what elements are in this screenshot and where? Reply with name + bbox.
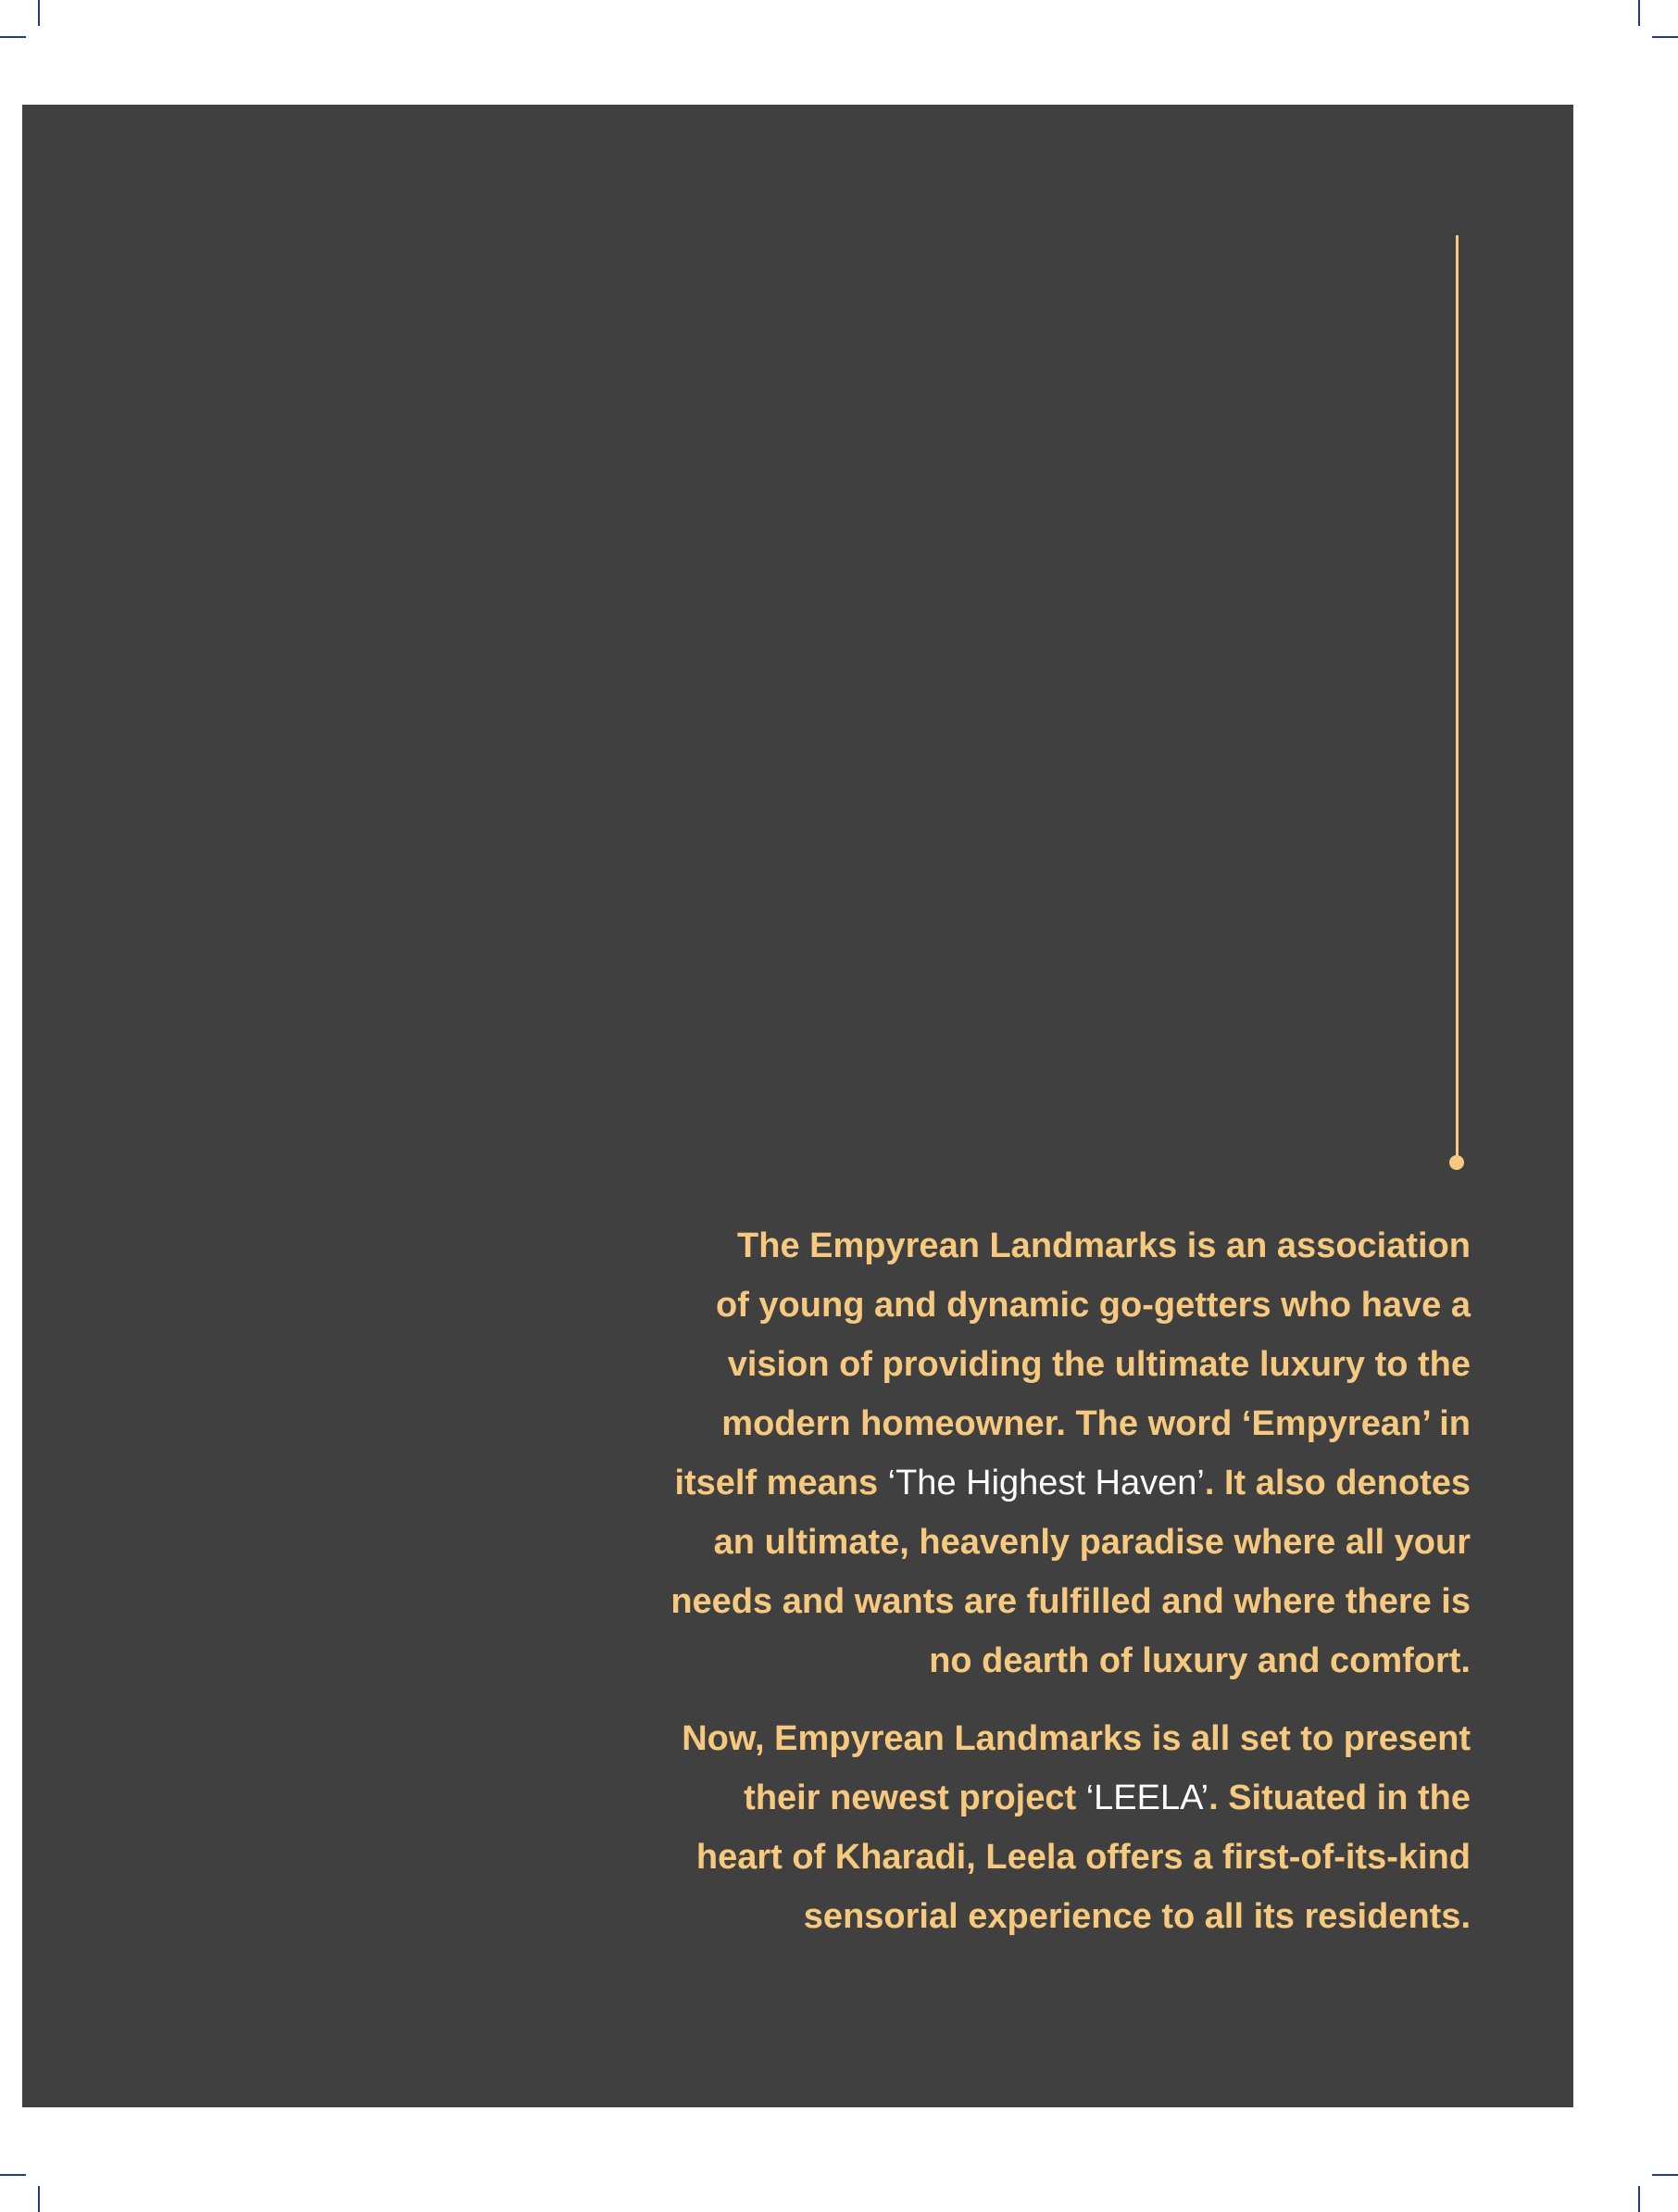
crop-mark-bottom-left-h [0,2174,26,2176]
text-line: of young and dynamic go-getters who have a [716,1286,1471,1325]
text-fragment: . It also denotes [1204,1464,1471,1502]
accent-rule-dot [1449,1155,1464,1170]
text-line [452,1453,1471,1513]
crop-mark-top-right-v [1638,0,1640,26]
text-line [452,1768,1471,1828]
intro-text-block [452,1216,1471,1946]
crop-mark-top-left-v [38,0,40,26]
text-line: Now, Empyrean Landmarks is all set to present [682,1719,1471,1758]
paragraph-about-empyrean [452,1216,1471,1690]
crop-mark-bottom-left-v [38,2186,40,2212]
crop-mark-top-right-h [1652,36,1678,38]
text-line: no dearth of luxury and comfort. [929,1641,1471,1680]
crop-mark-top-left-h [0,36,26,38]
text-fragment: . Situated in the [1208,1778,1471,1817]
highlight-leela: ‘LEELA’ [1085,1778,1209,1817]
text-line: an ultimate, heavenly paradise where all your [713,1523,1471,1562]
text-line: sensorial experience to all its residents. [803,1897,1471,1936]
text-line: heart of Kharadi, Leela offers a first-of-its-kind [695,1838,1471,1877]
vertical-accent-rule [1456,235,1459,1162]
text-line: needs and wants are fulfilled and where there is [670,1582,1471,1621]
highlight-the-highest-haven: ‘The Highest Haven’ [887,1464,1205,1502]
text-line: The Empyrean Landmarks is an association [737,1226,1471,1265]
text-line: modern homeowner. The word ‘Empyrean’ in [721,1404,1471,1443]
content-panel [22,105,1573,2107]
text-line: vision of providing the ultimate luxury to the [727,1345,1471,1384]
crop-mark-bottom-right-v [1638,2186,1640,2212]
paragraph-about-leela [452,1709,1471,1946]
text-fragment: itself means [674,1464,888,1502]
crop-mark-bottom-right-h [1652,2174,1678,2176]
text-fragment: their newest project [744,1778,1086,1817]
